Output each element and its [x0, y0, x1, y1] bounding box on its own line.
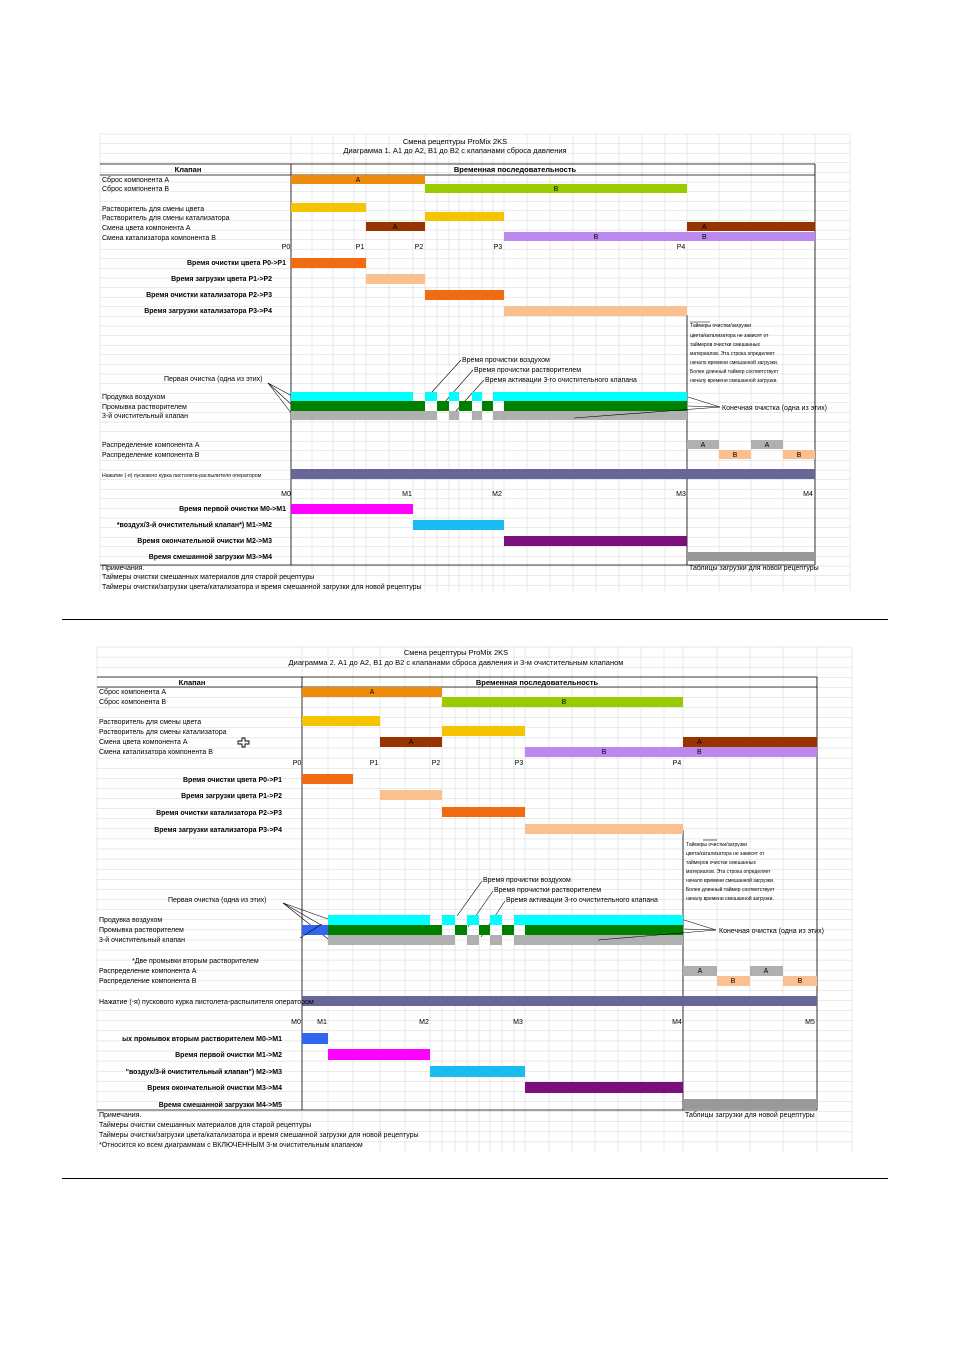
annotation-third-valve: Время активации 3-го очистительного клапана	[485, 377, 637, 384]
valve-header: Клапан	[174, 165, 202, 174]
svg-text:цвета/катализатора не зависят: цвета/катализатора не зависят от	[690, 333, 769, 339]
air-purge-bar	[514, 915, 525, 925]
svg-text:Таймеры очистки/загрузки: Таймеры очистки/загрузки	[686, 842, 748, 848]
time-row-label: Время очистки катализатора P2->P3	[156, 810, 282, 817]
diagram-2-subtitle: Диаграмма 2. A1 до A2, B1 до B2 с клапанами сброса давления и 3-м очистительным клапаном	[288, 658, 624, 667]
solvent-wash-bar	[525, 925, 683, 935]
valve-row-label: Смена цвета компонента A	[102, 225, 191, 232]
double-wash-bar	[302, 925, 328, 935]
time-row-label: Время загрузки катализатора P3->P4	[144, 308, 272, 315]
dist-b-letter: B	[796, 452, 802, 459]
purge-row-label: Продувка воздухом	[102, 394, 166, 401]
m-label: M3	[513, 1019, 523, 1026]
m-label: M1	[317, 1019, 327, 1026]
notes-line: Таймеры очистки смешанных материалов для старой рецептуры	[102, 574, 315, 581]
m-label: M1	[402, 491, 412, 498]
air-purge-bar	[493, 392, 504, 401]
third-valve-bar	[472, 411, 482, 420]
valve-row-label: Растворитель для смены катализатора	[99, 729, 227, 736]
purge-row-label: 3-й очистительный клапан	[102, 413, 188, 420]
dump-a-letter: A	[369, 689, 375, 696]
m-label: M3	[676, 491, 686, 498]
purge-row-label: Промывка растворителем	[99, 927, 184, 934]
valve-row-label: Смена катализатора компонента B	[99, 749, 213, 756]
air-third-valve-bar	[413, 520, 504, 530]
m-label: M0	[281, 491, 291, 498]
valve-row-label: Сброс компонента B	[102, 186, 170, 193]
diagram-1	[0, 0, 954, 620]
diagram-2	[0, 630, 954, 1170]
m-row-label: ых промывок вторым растворителем M0->M1	[122, 1036, 282, 1043]
m-label: M5	[805, 1019, 815, 1026]
third-valve-bar	[467, 935, 479, 945]
cat-fill-bar	[525, 824, 683, 834]
note-block	[686, 840, 775, 902]
cat-change-b-new-letter: B	[702, 234, 707, 241]
third-valve-bar	[493, 411, 504, 420]
p-label: P0	[292, 760, 302, 767]
time-row-label: Время очистки цвета P0->P1	[186, 260, 286, 267]
color-change-a-letter: A	[392, 224, 398, 231]
p-label: P3	[514, 760, 524, 767]
annotation-solvent: Время прочистки растворителем	[474, 367, 582, 374]
m-row-label: "воздух/3-й очистительный клапан") M2->M3	[125, 1069, 282, 1076]
svg-text:началу времени смешанной загру: началу времени смешанной загрузки.	[686, 896, 774, 902]
time-header: Временная последовательность	[475, 678, 599, 687]
trigger-label: Нажатие (-я) пускового курка пистолета-распылителя оператором	[99, 999, 314, 1006]
notes-line: Таймеры очистки смешанных материалов для старой рецептуры	[99, 1122, 312, 1129]
note-block	[690, 322, 779, 384]
air-purge-bar	[472, 392, 482, 401]
valve-header: Клапан	[178, 678, 206, 687]
m-row-label: Время окончательной очистки M2->M3	[137, 538, 272, 545]
svg-text:материалов. Эта строка определ: материалов. Эта строка определяет	[690, 351, 775, 357]
color-fill-bar	[380, 790, 442, 800]
diagram-1-subtitle: Диаграмма 1. A1 до A2, B1 до B2 с клапанами сброса давления	[343, 146, 567, 155]
mixed-fill-bar	[683, 1099, 817, 1109]
dist-b-letter: B	[797, 978, 803, 985]
svg-text:началу времени смешанной загру: началу времени смешанной загрузки.	[690, 378, 778, 384]
annotation-solvent: Время прочистки растворителем	[494, 887, 602, 894]
p-label: P2	[414, 244, 424, 251]
third-valve-bar	[291, 411, 437, 420]
color-purge-bar	[302, 774, 353, 784]
m-row-label: Время первой очистки M1->M2	[175, 1052, 282, 1059]
svg-text:Более длинный таймер соответст: Более длинный таймер соответствует	[690, 369, 779, 375]
diagram-1-title: Смена рецептуры ProMix 2KS	[402, 137, 508, 146]
time-row-label: Время загрузки цвета P1->P2	[181, 793, 282, 800]
final-purge-bar	[504, 536, 687, 546]
dump-b-letter: B	[561, 699, 567, 706]
dist-a-letter: A	[697, 968, 703, 975]
first-purge-label: Первая очистка (одна из этих)	[168, 897, 267, 904]
trigger-bar	[302, 996, 817, 1006]
cat-purge-bar	[425, 290, 504, 300]
m-label: M4	[672, 1019, 682, 1026]
purge-row-label: Промывка растворителем	[102, 404, 187, 411]
time-row-label: Время загрузки цвета P1->P2	[171, 276, 272, 283]
svg-text:таймеров очистки смешанных: таймеров очистки смешанных	[686, 860, 756, 866]
color-solvent-bar	[291, 203, 366, 212]
diagram-2-title: Смена рецептуры ProMix 2KS	[403, 648, 509, 657]
notes-line: Примечания.	[99, 1112, 142, 1119]
solvent-wash-bar	[504, 401, 687, 411]
valve-row-label: Смена цвета компонента A	[99, 739, 188, 746]
m-label: M4	[803, 491, 813, 498]
color-fill-bar	[366, 274, 425, 284]
time-row-label: Время загрузки катализатора P3->P4	[154, 827, 282, 834]
color-change-a-new-letter: A	[697, 739, 702, 746]
solvent-wash-bar	[455, 925, 467, 935]
purge-row-label: Продувка воздухом	[99, 917, 163, 924]
notes-line: Таймеры очистки/загрузки цвета/катализатора и время смешанной загрузки для новой рецептуры	[102, 584, 422, 591]
p-label: P1	[369, 760, 379, 767]
cat-change-b-new-bar	[683, 747, 817, 757]
time-row-label: Время очистки катализатора P2->P3	[146, 292, 272, 299]
dist-row-label: Распределение компонента A	[102, 442, 200, 449]
air-purge-bar	[442, 915, 455, 925]
color-change-a-new-letter: A	[702, 224, 707, 231]
solvent-wash-bar	[437, 401, 449, 411]
svg-text:Таймеры очистки/загрузки: Таймеры очистки/загрузки	[690, 323, 752, 329]
solvent-wash-bar	[291, 401, 425, 411]
valve-row-label: Растворитель для смены цвета	[99, 719, 202, 726]
time-header: Временная последовательность	[453, 165, 577, 174]
valve-row-label: Смена катализатора компонента B	[102, 235, 216, 242]
cursor-crosshair-icon	[238, 738, 249, 747]
solvent-wash-bar	[502, 925, 514, 935]
svg-text:цвета/катализатора не зависят: цвета/катализатора не зависят от	[686, 851, 765, 857]
m-row-label: *воздух/3-й очистительный клапан*) M1->M2	[116, 522, 272, 529]
svg-text:Более длинный таймер соответст: Более длинный таймер соответствует	[686, 887, 775, 893]
dump-a-letter: A	[355, 177, 361, 184]
color-purge-bar	[291, 258, 366, 268]
third-valve-bar	[449, 411, 459, 420]
solvent-wash-bar	[482, 401, 493, 411]
loading-tables-label: Таблицы загрузки для новой рецептуры	[685, 1112, 815, 1119]
svg-text:начало времени смешанной загру: начало времени смешанной загрузки.	[686, 878, 775, 884]
air-purge-bar	[467, 915, 479, 925]
p-label: P1	[355, 244, 365, 251]
m-label: M2	[419, 1019, 429, 1026]
color-change-a-new-bar	[683, 737, 817, 747]
cat-solvent-bar	[425, 212, 504, 221]
double-wash-label: *Две промывки вторым растворителем	[132, 958, 259, 965]
cat-change-b-letter: B	[601, 749, 607, 756]
purge-row-label: 3-й очистительный клапан	[99, 937, 185, 944]
air-purge-bar	[449, 392, 459, 401]
air-purge-bar	[328, 915, 430, 925]
annotation-third-valve: Время активации 3-го очистительного клапана	[506, 897, 658, 904]
dist-row-label: Распределение компонента B	[99, 978, 197, 985]
page-separator	[62, 1178, 888, 1179]
solvent-wash-bar	[479, 925, 490, 935]
third-valve-bar	[328, 935, 455, 945]
third-valve-bar	[504, 411, 687, 420]
p-label: P4	[676, 244, 686, 251]
dist-row-label: Распределение компонента B	[102, 452, 200, 459]
p-label: P2	[431, 760, 441, 767]
page-separator	[62, 619, 888, 620]
first-purge-bar	[291, 504, 413, 514]
svg-text:материалов. Эта строка определ: материалов. Эта строка определяет	[686, 869, 771, 875]
m-row-label: Время первой очистки M0->M1	[179, 506, 286, 513]
m-row-label: Время окончательной очистки M3->M4	[147, 1085, 282, 1092]
cat-change-b-new-letter: B	[697, 749, 702, 756]
solvent-wash-bar	[459, 401, 472, 411]
cat-solvent-bar	[442, 726, 525, 736]
dist-b-letter: B	[730, 978, 736, 985]
notes-line: Примечания.	[102, 565, 145, 572]
air-purge-bar	[525, 915, 683, 925]
final-purge-bar	[525, 1082, 683, 1093]
notes-line: *Относится ко всем диаграммам с ВКЛЮЧЕННЫМ 3-м очистительным клапаном	[99, 1142, 363, 1149]
p-label: P3	[493, 244, 503, 251]
time-row-label: Время очистки цвета P0->P1	[182, 777, 282, 784]
valve-row-label: Сброс компонента A	[99, 689, 167, 696]
svg-text:начало времени смешанной загру: начало времени смешанной загрузки.	[690, 360, 779, 366]
first-purge-label: Первая очистка (одна из этих)	[164, 376, 263, 383]
third-valve-bar	[490, 935, 502, 945]
color-solvent-bar	[302, 716, 380, 726]
p-label: P0	[281, 244, 291, 251]
valve-row-label: Растворитель для смены цвета	[102, 206, 205, 213]
dist-a-letter: A	[764, 442, 770, 449]
m-label: M2	[492, 491, 502, 498]
third-valve-bar	[525, 935, 683, 945]
m-row-label: Время смешанной загрузки M3->M4	[148, 554, 272, 561]
cat-purge-bar	[442, 807, 525, 817]
notes-line: Таймеры очистки/загрузки цвета/катализатора и время смешанной загрузки для новой рецептуры	[99, 1132, 419, 1139]
annotation-air: Время прочистки воздухом	[483, 877, 571, 884]
cat-fill-bar	[504, 306, 687, 316]
solvent-wash-bar	[328, 925, 442, 935]
dist-a-letter: A	[700, 442, 706, 449]
final-purge-label: Конечная очистка (одна из этих)	[722, 405, 827, 412]
trigger-bar	[291, 469, 815, 479]
double-wash-time-bar	[302, 1033, 328, 1044]
m-row-label: Время смешанной загрузки M4->M5	[158, 1102, 282, 1109]
final-purge-label: Конечная очистка (одна из этих)	[719, 928, 824, 935]
dist-row-label: Распределение компонента A	[99, 968, 197, 975]
air-purge-bar	[490, 915, 502, 925]
valve-row-label: Сброс компонента B	[99, 699, 167, 706]
p-label: P4	[672, 760, 682, 767]
loading-tables-label: Таблицы загрузки для новой рецептуры	[689, 565, 819, 572]
air-purge-bar	[504, 392, 687, 401]
trigger-label: Нажатие (-я) пускового курка пистолета-распылителя оператором	[102, 473, 262, 479]
mixed-fill-bar	[687, 552, 815, 561]
first-purge-bar	[328, 1049, 430, 1060]
dump-b-letter: B	[553, 186, 559, 193]
dist-a-letter: A	[763, 968, 769, 975]
cat-change-b-letter: B	[593, 234, 599, 241]
m-label: M0	[291, 1019, 301, 1026]
third-valve-bar	[514, 935, 525, 945]
svg-text:таймеров очистки смешанных: таймеров очистки смешанных	[690, 342, 760, 348]
annotation-air: Время прочистки воздухом	[462, 357, 550, 364]
air-purge-bar	[425, 392, 437, 401]
air-purge-bar	[291, 392, 413, 401]
color-change-a-letter: A	[408, 739, 414, 746]
valve-row-label: Растворитель для смены катализатора	[102, 215, 230, 222]
dist-b-letter: B	[732, 452, 738, 459]
valve-row-label: Сброс компонента A	[102, 177, 170, 184]
air-third-valve-bar	[430, 1066, 525, 1077]
